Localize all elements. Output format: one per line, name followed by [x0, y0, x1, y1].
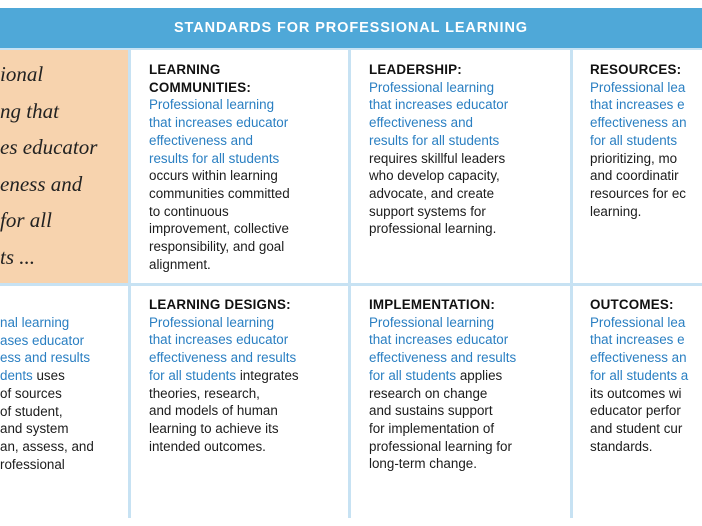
standard-lead-line: Professional learning [149, 314, 275, 330]
standard-lead-line: results for all students [149, 150, 280, 166]
standard-lead-line: that increases educator [369, 332, 509, 348]
standard-body-trail: applies [456, 367, 503, 383]
standard-body-line: for implementation of [369, 420, 495, 436]
standard-title: OUTCOMES: [590, 297, 674, 312]
standard-leadership [351, 50, 570, 283]
standard-body-line: of sources [0, 385, 62, 401]
standard-body-line: standards. [590, 438, 653, 454]
standard-lead-line: Professional learning [369, 314, 495, 330]
standard-lead-line: for all students a [590, 367, 689, 383]
standard-implementation [351, 286, 570, 518]
standard-outcomes [573, 286, 702, 518]
standard-body-trail: uses [32, 368, 65, 384]
standard-lead-line: that increases e [590, 332, 685, 348]
intro-line: for all [0, 208, 52, 232]
standard-body-line: responsibility, and goal [149, 239, 285, 255]
intro-line: es educator [0, 135, 98, 159]
standard-body-line: intended outcomes. [149, 438, 266, 454]
standard-lead-line: effectiveness and [369, 115, 473, 131]
intro-line: ional [0, 62, 44, 86]
standard-body-line: prioritizing, mo [590, 150, 678, 166]
standard-lead-line: nal learning [0, 315, 70, 330]
standard-lead-line: for all students [369, 367, 457, 383]
standard-body-line: occurs within learning [149, 168, 278, 184]
standard-lead-line: that increases e [590, 97, 685, 113]
standard-body-line: professional learning. [369, 221, 497, 237]
standard-body-line: research on change [369, 385, 488, 401]
standard-lead-line: effectiveness an [590, 350, 687, 366]
standard-lead-line: effectiveness and results [149, 350, 297, 366]
standard-body-line: and system [0, 421, 69, 437]
standard-body-line: its outcomes wi [590, 385, 682, 401]
standard-body-line: professional learning for [369, 438, 512, 454]
standard-title: LEADERSHIP: [369, 62, 462, 77]
standard-body-line: advocate, and create [369, 185, 495, 201]
standard-body-line: learning. [590, 203, 642, 219]
standard-lead-line: effectiveness and [149, 132, 253, 148]
standard-lead-line: Professional learning [149, 97, 275, 113]
standard-body-line: who develop capacity, [369, 168, 500, 184]
intro-line: eness and [0, 171, 83, 196]
standard-title: COMMUNITIES: [149, 79, 252, 95]
standard-body-line: and coordinatir [590, 168, 679, 184]
header-title: STANDARDS FOR PROFESSIONAL LEARNING [173, 20, 528, 36]
standard-body-line: and sustains support [369, 403, 493, 419]
standard-resources [573, 50, 702, 283]
standard-lead-line: for all students [590, 132, 678, 148]
standard-lead-line: Professional lea [590, 79, 686, 95]
standard-body-line: of student, [0, 403, 63, 419]
intro-line: ng that [0, 98, 59, 123]
standard-title: IMPLEMENTATION: [369, 297, 495, 312]
standard-lead-line: effectiveness an [590, 115, 687, 131]
standard-body-line: requires skillful leaders [369, 150, 506, 166]
standard-title: LEARNING [149, 62, 221, 77]
standard-body-line: learning to achieve its [149, 420, 279, 436]
standard-lead-line: ases educator [0, 332, 85, 348]
standard-lead-line: results for all students [369, 132, 500, 148]
intro-cell [0, 50, 128, 283]
standard-body-line: communities committed [149, 185, 290, 201]
standard-learning-communities [131, 50, 348, 283]
standard-lead-line: that increases educator [369, 97, 509, 113]
standard-data [0, 286, 128, 518]
standard-body-line: improvement, collective [149, 221, 289, 237]
standard-body-line: resources for ec [590, 185, 687, 201]
standard-body-line: to continuous [149, 203, 229, 219]
standard-body-line: an, assess, and [0, 438, 94, 454]
standard-lead-line: that increases educator [149, 115, 289, 131]
standard-body-trail: integrates [236, 367, 299, 383]
standard-body-line: long-term change. [369, 456, 477, 472]
header-banner [0, 8, 702, 48]
standard-body-line: alignment. [149, 256, 211, 272]
standards-grid [0, 48, 702, 518]
standard-title: LEARNING DESIGNS: [149, 297, 291, 312]
standard-body-line: theories, research, [149, 385, 260, 401]
standard-learning-designs [131, 286, 348, 518]
standard-title: RESOURCES: [590, 62, 682, 77]
standard-lead-line: that increases educator [149, 332, 289, 348]
standard-lead-line: effectiveness and results [369, 350, 517, 366]
standard-body-line: educator perfor [590, 403, 681, 419]
standard-lead-line: for all students [149, 367, 237, 383]
standard-body-line: support systems for [369, 203, 486, 219]
standard-body-line: rofessional [0, 456, 65, 472]
standard-lead-line: Professional lea [590, 314, 686, 330]
standard-body-line: and models of human [149, 403, 278, 419]
standard-lead-line: dents [0, 368, 33, 384]
standard-lead-line: Professional learning [369, 79, 495, 95]
intro-line: ts ... [0, 244, 36, 269]
standard-lead-line: ess and results [0, 350, 91, 366]
standard-body-line: and student cur [590, 420, 683, 436]
